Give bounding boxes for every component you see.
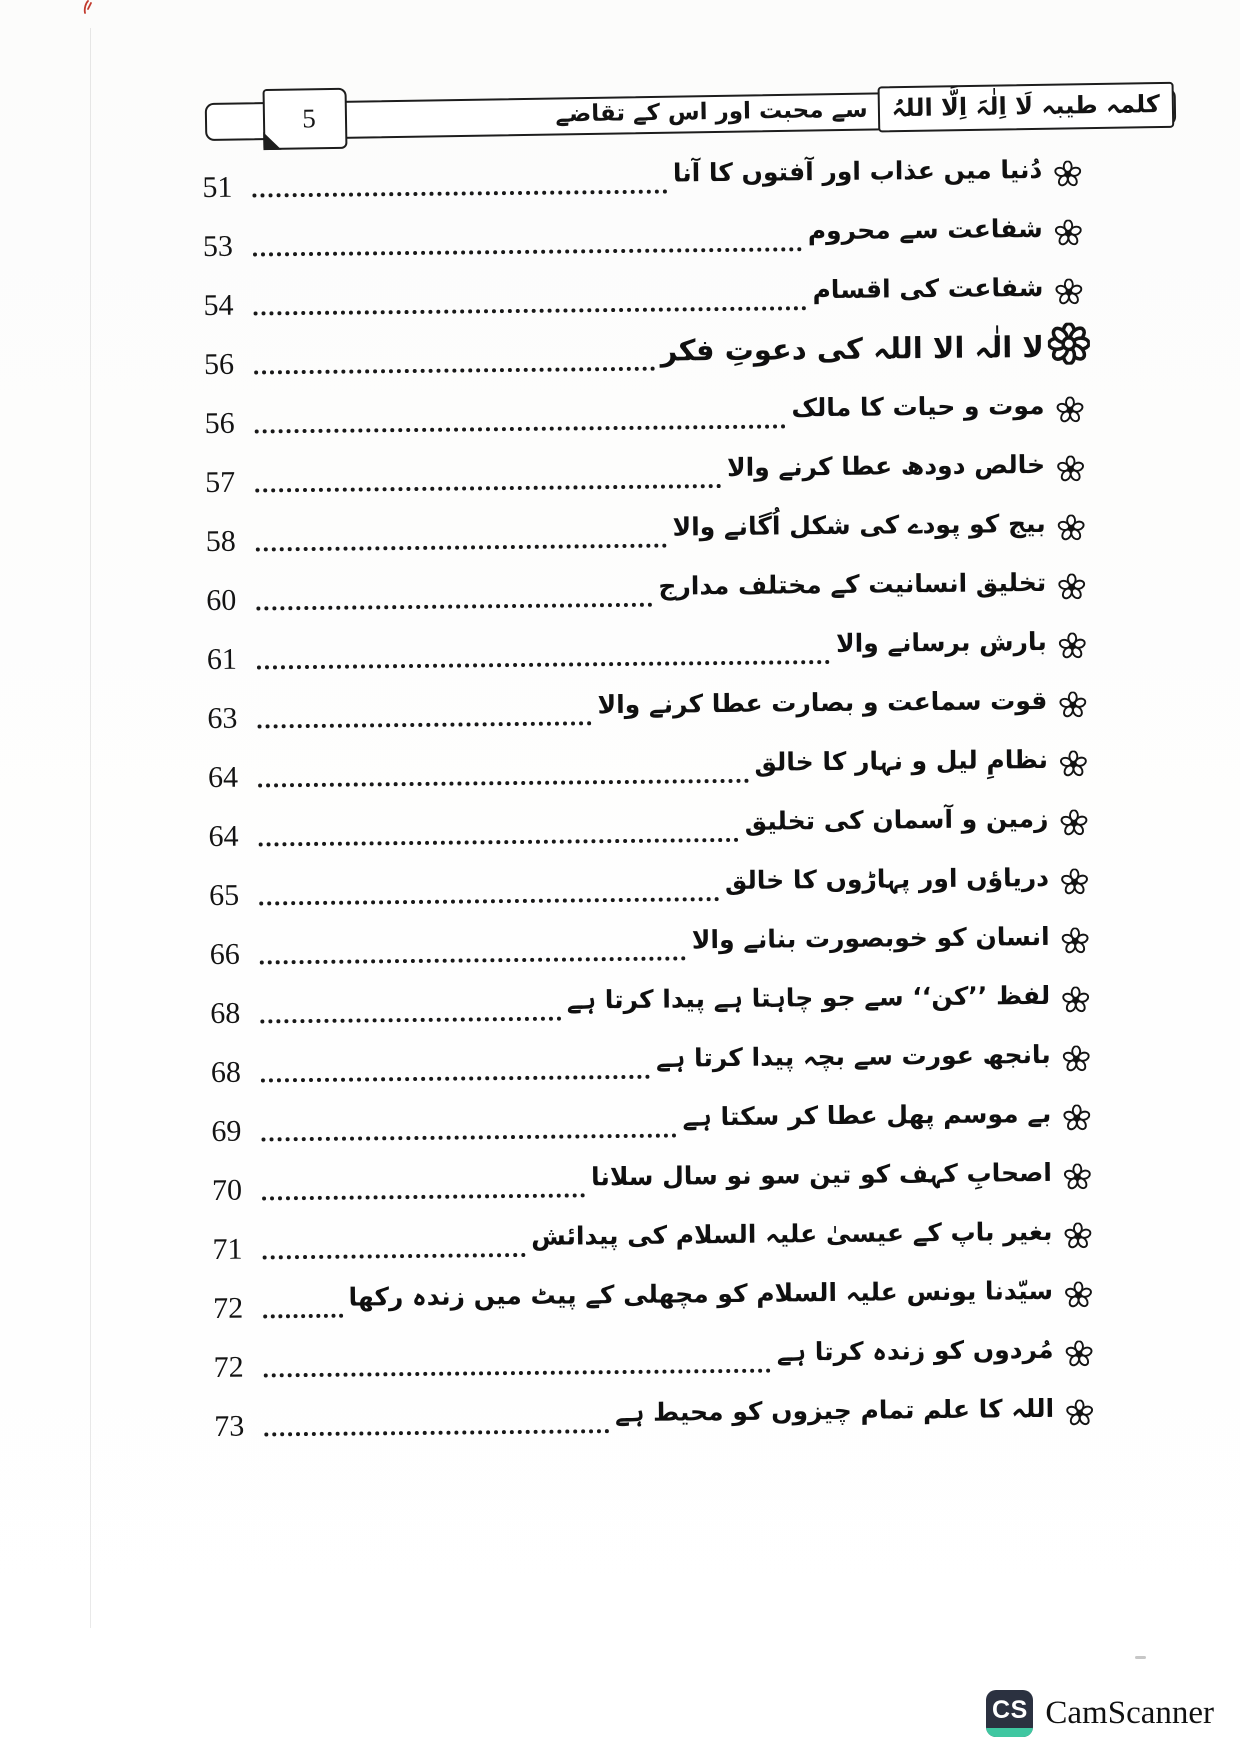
toc-row xyxy=(213,1321,1100,1389)
toc-entry-title: اصحابِ کہف کو تین سو نو سال سلانا xyxy=(590,1157,1052,1192)
toc-row xyxy=(205,436,1092,504)
scan-artifact xyxy=(1135,1656,1146,1659)
dotted-leader xyxy=(264,1369,771,1378)
toc-row xyxy=(208,731,1095,799)
flower-bullet-icon xyxy=(1047,278,1089,305)
page-number-tab xyxy=(263,88,348,150)
toc-row xyxy=(203,259,1090,327)
toc-page-number: 56 xyxy=(203,347,235,381)
toc-entry-title: لفظ ’’کن‘‘ سے جو چاہتا ہے پیدا کرتا ہے xyxy=(566,980,1051,1015)
flower-bullet-icon xyxy=(1050,573,1092,600)
toc-page-number: 57 xyxy=(205,465,236,499)
flower-bullet-icon xyxy=(1054,986,1096,1013)
toc-page-number: 65 xyxy=(208,878,240,912)
dotted-leader xyxy=(263,1253,526,1260)
toc-page-number: 61 xyxy=(206,642,238,676)
toc-entry-title: شفاعت سے محروم xyxy=(807,213,1043,246)
toc-entry-title: سیّدنا یونس علیہ السلام کو مچھلی کے پیٹ میں زندہ رکھا xyxy=(348,1275,1054,1312)
toc-entry-title: نظامِ لیل و نہار کا خالق xyxy=(754,744,1049,777)
toc-entry-title: بیج کو پودے کی شکل اُگانے والا xyxy=(672,508,1046,542)
page-header xyxy=(205,75,1181,150)
camscanner-brand-name: CamScanner xyxy=(1045,1695,1214,1731)
dotted-leader xyxy=(255,424,786,433)
flower-bullet-icon xyxy=(1056,1222,1098,1249)
flower-bullet-icon xyxy=(1049,455,1091,482)
dotted-leader xyxy=(257,660,830,670)
toc-row xyxy=(209,908,1096,976)
chapter-title-boxed: کلمہ طیبہ لَا اِلٰہَ اِلَّا اللہُ xyxy=(877,82,1174,133)
camscanner-logo-icon xyxy=(986,1690,1033,1737)
toc-entry-title: مُردوں کو زندہ کرتا ہے xyxy=(776,1334,1054,1367)
dotted-leader xyxy=(254,367,655,375)
toc-row xyxy=(207,672,1094,740)
flower-bullet-icon xyxy=(1051,691,1093,718)
toc-entry-title: زمین و آسمان کی تخلیق xyxy=(744,803,1049,836)
toc-page-number: 58 xyxy=(205,524,236,558)
flower-bullet-icon xyxy=(1052,809,1094,836)
flower-bullet-icon xyxy=(1046,160,1088,187)
toc-page-number: 64 xyxy=(208,819,239,853)
toc-page-number: 72 xyxy=(212,1291,244,1325)
toc-page-number: 71 xyxy=(212,1232,243,1266)
toc-entry-title: لا الٰہ الا اللہ کی دعوتِ فکر xyxy=(660,329,1045,368)
page-number: 5 xyxy=(302,103,316,134)
flower-bullet-icon xyxy=(1050,514,1092,541)
toc-entry-title: انسان کو خوبصورت بنانے والا xyxy=(691,921,1050,955)
toc-entry-title: بانجھ عورت سے بچہ پیدا کرتا ہے xyxy=(655,1039,1051,1073)
flower-bullet-icon xyxy=(1055,1104,1097,1131)
toc-row xyxy=(209,849,1096,917)
dotted-leader xyxy=(259,838,739,847)
flower-bullet-icon xyxy=(1057,1281,1099,1308)
toc-page-number: 54 xyxy=(203,288,234,322)
toc-page-number: 73 xyxy=(214,1409,245,1443)
flower-bullet-icon xyxy=(1048,322,1090,364)
dotted-leader xyxy=(258,779,749,788)
toc-entry-title: خالص دودھ عطا کرنے والا xyxy=(726,449,1046,482)
toc-entry-title: قوت سماعت و بصارت عطا کرنے والا xyxy=(597,685,1048,720)
dotted-leader xyxy=(263,1314,343,1319)
flower-bullet-icon xyxy=(1052,750,1094,777)
toc-page-number: 56 xyxy=(204,406,235,440)
flower-bullet-icon xyxy=(1058,1399,1100,1426)
chapter-title xyxy=(529,75,1174,145)
cs-initials: CS xyxy=(992,1696,1028,1724)
toc-page-number: 68 xyxy=(210,1055,242,1089)
flower-bullet-icon xyxy=(1054,927,1096,954)
dotted-leader xyxy=(260,956,686,964)
toc-row xyxy=(208,790,1095,858)
dotted-leader xyxy=(262,1193,585,1200)
toc-page-number: 60 xyxy=(206,583,237,617)
toc-entry-title: بے موسم پھل عطا کر سکتا ہے xyxy=(682,1098,1052,1132)
cs-accent-bar xyxy=(986,1728,1033,1737)
toc-entry-title: بغیر باپ کے عیسیٰ علیہ السلام کی پیدائش xyxy=(531,1216,1053,1251)
toc-row xyxy=(202,141,1089,209)
toc-page-number: 64 xyxy=(207,760,239,794)
toc-row xyxy=(211,1085,1098,1153)
toc-page-number: 63 xyxy=(207,701,238,735)
toc-entry-title: اللہ کا علم تمام چیزوں کو محیط ہے xyxy=(614,1393,1055,1428)
toc-row xyxy=(210,1026,1097,1094)
toc-list xyxy=(202,141,1100,1447)
toc-entry-title: دریاؤں اور پہاڑوں کا خالق xyxy=(724,862,1050,896)
flower-bullet-icon xyxy=(1057,1340,1099,1367)
toc-row xyxy=(212,1203,1099,1271)
dotted-leader xyxy=(260,1017,561,1024)
toc-row xyxy=(210,967,1097,1035)
toc-row xyxy=(212,1144,1099,1212)
toc-row xyxy=(207,613,1094,681)
toc-row xyxy=(204,377,1091,445)
flower-bullet-icon xyxy=(1051,632,1093,659)
page-curl-icon xyxy=(263,132,281,150)
dotted-leader xyxy=(259,897,719,905)
toc-row xyxy=(213,1262,1100,1330)
toc-entry-title: بارش برسانے والا xyxy=(835,626,1047,658)
toc-row xyxy=(205,495,1092,563)
toc-row xyxy=(203,200,1090,268)
dotted-leader xyxy=(252,190,667,198)
dotted-leader xyxy=(255,484,721,492)
toc-row xyxy=(204,318,1091,386)
toc-page-number: 51 xyxy=(202,170,233,204)
toc-entry-title: دُنیا میں عذاب اور آفتوں کا آنا xyxy=(672,154,1043,188)
dotted-leader xyxy=(253,247,802,256)
toc-page-number: 53 xyxy=(202,229,234,263)
toc-page-number: 69 xyxy=(211,1114,242,1148)
scan-edge-line xyxy=(90,28,91,1628)
flower-bullet-icon xyxy=(1047,219,1089,246)
dotted-leader xyxy=(258,721,592,728)
toc-page-number: 72 xyxy=(213,1350,244,1384)
flower-bullet-icon xyxy=(1055,1045,1097,1072)
dotted-leader xyxy=(254,306,807,315)
flower-bullet-icon xyxy=(1053,868,1095,895)
camscanner-watermark xyxy=(986,1690,1214,1737)
toc-entry-title: تخلیق انسانیت کے مختلف مدارج xyxy=(658,567,1047,601)
flower-bullet-icon xyxy=(1056,1163,1098,1190)
dotted-leader xyxy=(256,603,652,611)
dotted-leader xyxy=(256,544,667,552)
dotted-leader xyxy=(264,1429,609,1436)
dotted-leader xyxy=(261,1133,676,1141)
flower-bullet-icon xyxy=(1048,396,1090,423)
toc-row xyxy=(214,1380,1101,1448)
dotted-leader xyxy=(261,1075,650,1083)
red-pen-mark xyxy=(82,0,94,15)
toc-page-number: 68 xyxy=(210,996,241,1030)
chapter-title-rest: سے محبت اور اس کے تقاضے xyxy=(555,96,868,128)
toc-page-number: 70 xyxy=(211,1173,243,1207)
toc-entry-title: موت و حیات کا مالک xyxy=(791,390,1045,423)
toc-page-number: 66 xyxy=(209,937,240,971)
toc-entry-title: شفاعت کی اقسام xyxy=(812,272,1044,305)
toc-row xyxy=(206,554,1093,622)
